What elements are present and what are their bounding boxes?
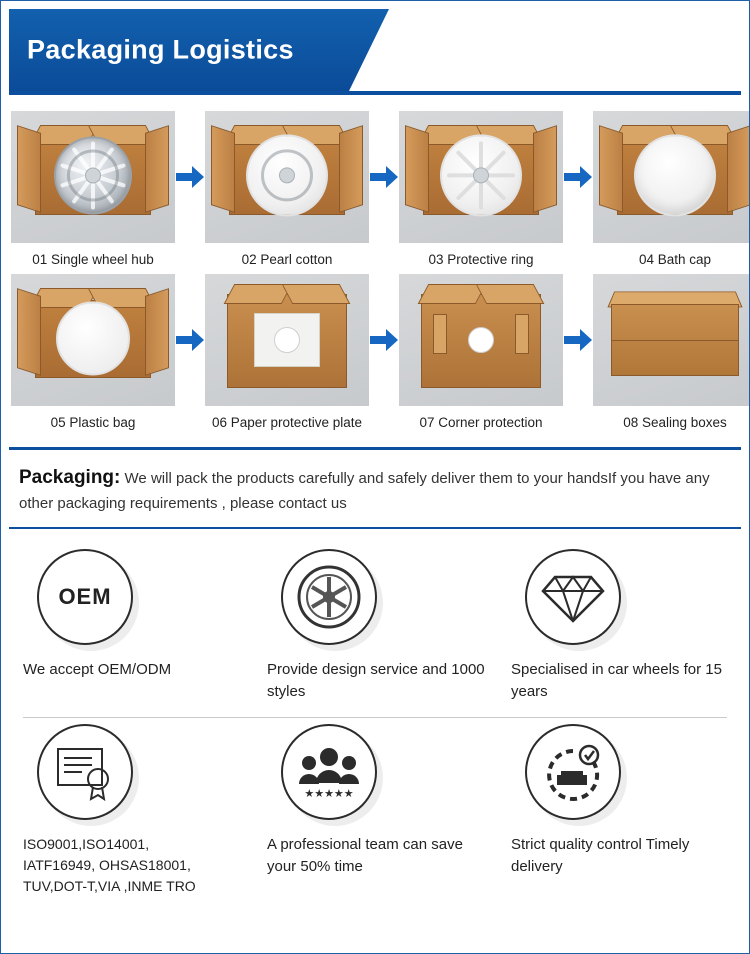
feature-team bbox=[253, 724, 497, 878]
step-02-caption: 02 Pearl cotton bbox=[241, 252, 333, 267]
carton-flap-icon bbox=[17, 288, 41, 376]
step-02 bbox=[205, 111, 369, 268]
plastic-bag-icon bbox=[56, 302, 130, 376]
step-02-image bbox=[205, 111, 369, 243]
gear-check-glyph bbox=[539, 741, 607, 803]
page-title: Packaging Logistics bbox=[27, 34, 294, 65]
oem-badge-icon bbox=[37, 549, 133, 645]
step-05-caption: 05 Plastic bag bbox=[50, 415, 136, 431]
feature-oem-text: We accept OEM/ODM bbox=[23, 661, 172, 679]
carton-flap-icon bbox=[17, 125, 41, 213]
carton-flap-icon bbox=[476, 284, 545, 304]
bath-cap-icon bbox=[634, 134, 716, 216]
step-07 bbox=[399, 274, 563, 431]
carton-flap-icon bbox=[224, 284, 293, 304]
carton-flap-icon bbox=[145, 288, 169, 376]
step-08 bbox=[593, 274, 750, 431]
steps-row-1 bbox=[11, 111, 739, 268]
carton-flap-icon bbox=[533, 125, 557, 213]
carton-flap-icon bbox=[599, 125, 623, 213]
feature-row-2 bbox=[9, 718, 741, 911]
carton-flap-icon bbox=[339, 125, 363, 213]
feature-sections bbox=[1, 529, 749, 911]
step-01 bbox=[11, 111, 175, 268]
feature-design-service bbox=[253, 549, 497, 703]
steps-row-2 bbox=[11, 274, 739, 431]
packaging-note-text: We will pack the products carefully and safely deliver them to your handsIf you have any other packaging requirements , please contact us bbox=[19, 470, 710, 512]
packaging-note-label: Packaging: bbox=[19, 467, 121, 489]
step-06-image bbox=[205, 274, 369, 406]
diamond-icon bbox=[525, 549, 621, 645]
arrow-right-icon bbox=[369, 111, 399, 243]
svg-text:★★★★★: ★★★★★ bbox=[304, 786, 354, 800]
alloy-wheel-icon bbox=[54, 136, 132, 214]
center-hole-icon bbox=[274, 327, 300, 353]
feature-oem bbox=[9, 549, 253, 681]
step-03-image bbox=[399, 111, 563, 243]
carton-flap-icon bbox=[405, 125, 429, 213]
header-underline bbox=[9, 91, 741, 95]
step-05 bbox=[11, 274, 175, 431]
packaging-steps bbox=[1, 99, 749, 441]
certificate-line: ISO9001,ISO14001, bbox=[23, 835, 150, 852]
feature-quality-text: Strict quality control Timely delivery bbox=[511, 835, 690, 875]
wheel-design-icon bbox=[281, 549, 377, 645]
packaging-note bbox=[1, 450, 749, 527]
protective-ring-icon bbox=[440, 134, 522, 216]
wheel-glyph bbox=[293, 561, 365, 633]
arrow-right-icon bbox=[369, 274, 399, 406]
carton-flap-icon bbox=[727, 125, 750, 213]
step-07-image bbox=[399, 274, 563, 406]
carton-flap-icon bbox=[282, 284, 351, 304]
step-05-image bbox=[11, 274, 175, 406]
step-03-caption: 03 Protective ring bbox=[428, 252, 534, 267]
step-04-image bbox=[593, 111, 750, 243]
arrow-right-icon bbox=[175, 274, 205, 406]
feature-design-service-text: Provide design service and 1000 styles bbox=[267, 661, 485, 701]
header-wedge-decoration bbox=[349, 9, 741, 91]
step-04 bbox=[593, 111, 750, 268]
oem-badge-label: OEM bbox=[58, 584, 112, 610]
step-04-caption: 04 Bath cap bbox=[638, 252, 712, 267]
corner-protector-icon bbox=[515, 314, 529, 354]
center-hole-icon bbox=[468, 327, 494, 353]
feature-specialised-text: Specialised in car wheels for 15 years bbox=[511, 661, 722, 701]
certificate-glyph bbox=[52, 741, 118, 803]
feature-row-1 bbox=[9, 543, 741, 717]
feature-certificates bbox=[9, 724, 253, 897]
feature-certificates-text bbox=[21, 834, 196, 897]
step-01-caption: 01 Single wheel hub bbox=[32, 252, 154, 267]
step-06 bbox=[205, 274, 369, 431]
step-01-image bbox=[11, 111, 175, 243]
carton-flap-icon bbox=[418, 284, 487, 304]
arrow-right-icon bbox=[563, 274, 593, 406]
diamond-glyph bbox=[541, 569, 605, 625]
feature-team-text: A professional team can save your 50% time bbox=[267, 835, 463, 875]
wheel-hub-icon bbox=[279, 167, 295, 183]
page-header bbox=[1, 1, 749, 99]
quality-gear-check-icon bbox=[525, 724, 621, 820]
step-03 bbox=[399, 111, 563, 268]
wheel-hub-icon bbox=[85, 167, 101, 183]
certificate-line: TUV,DOT-T,VIA ,INME TRO bbox=[23, 877, 196, 894]
feature-quality bbox=[497, 724, 741, 878]
team-people-icon bbox=[281, 724, 377, 820]
header-banner bbox=[9, 9, 741, 91]
corner-protector-icon bbox=[433, 314, 447, 354]
step-08-image bbox=[593, 274, 750, 406]
carton-flap-icon bbox=[145, 125, 169, 213]
certificate-icon bbox=[37, 724, 133, 820]
people-glyph bbox=[296, 743, 362, 801]
carton-flap-icon bbox=[211, 125, 235, 213]
step-08-caption: 08 Sealing boxes bbox=[623, 415, 727, 431]
wheel-hub-icon bbox=[473, 167, 489, 183]
step-07-caption: 07 Corner protection bbox=[419, 415, 543, 431]
sealed-carton-icon bbox=[611, 304, 739, 376]
wrapped-wheel-icon bbox=[246, 134, 328, 216]
step-06-caption: 06 Paper protective plate bbox=[211, 415, 363, 431]
arrow-right-icon bbox=[175, 111, 205, 243]
arrow-right-icon bbox=[563, 111, 593, 243]
certificate-line: IATF16949, OHSAS18001, bbox=[23, 856, 191, 873]
feature-specialised bbox=[497, 549, 741, 703]
